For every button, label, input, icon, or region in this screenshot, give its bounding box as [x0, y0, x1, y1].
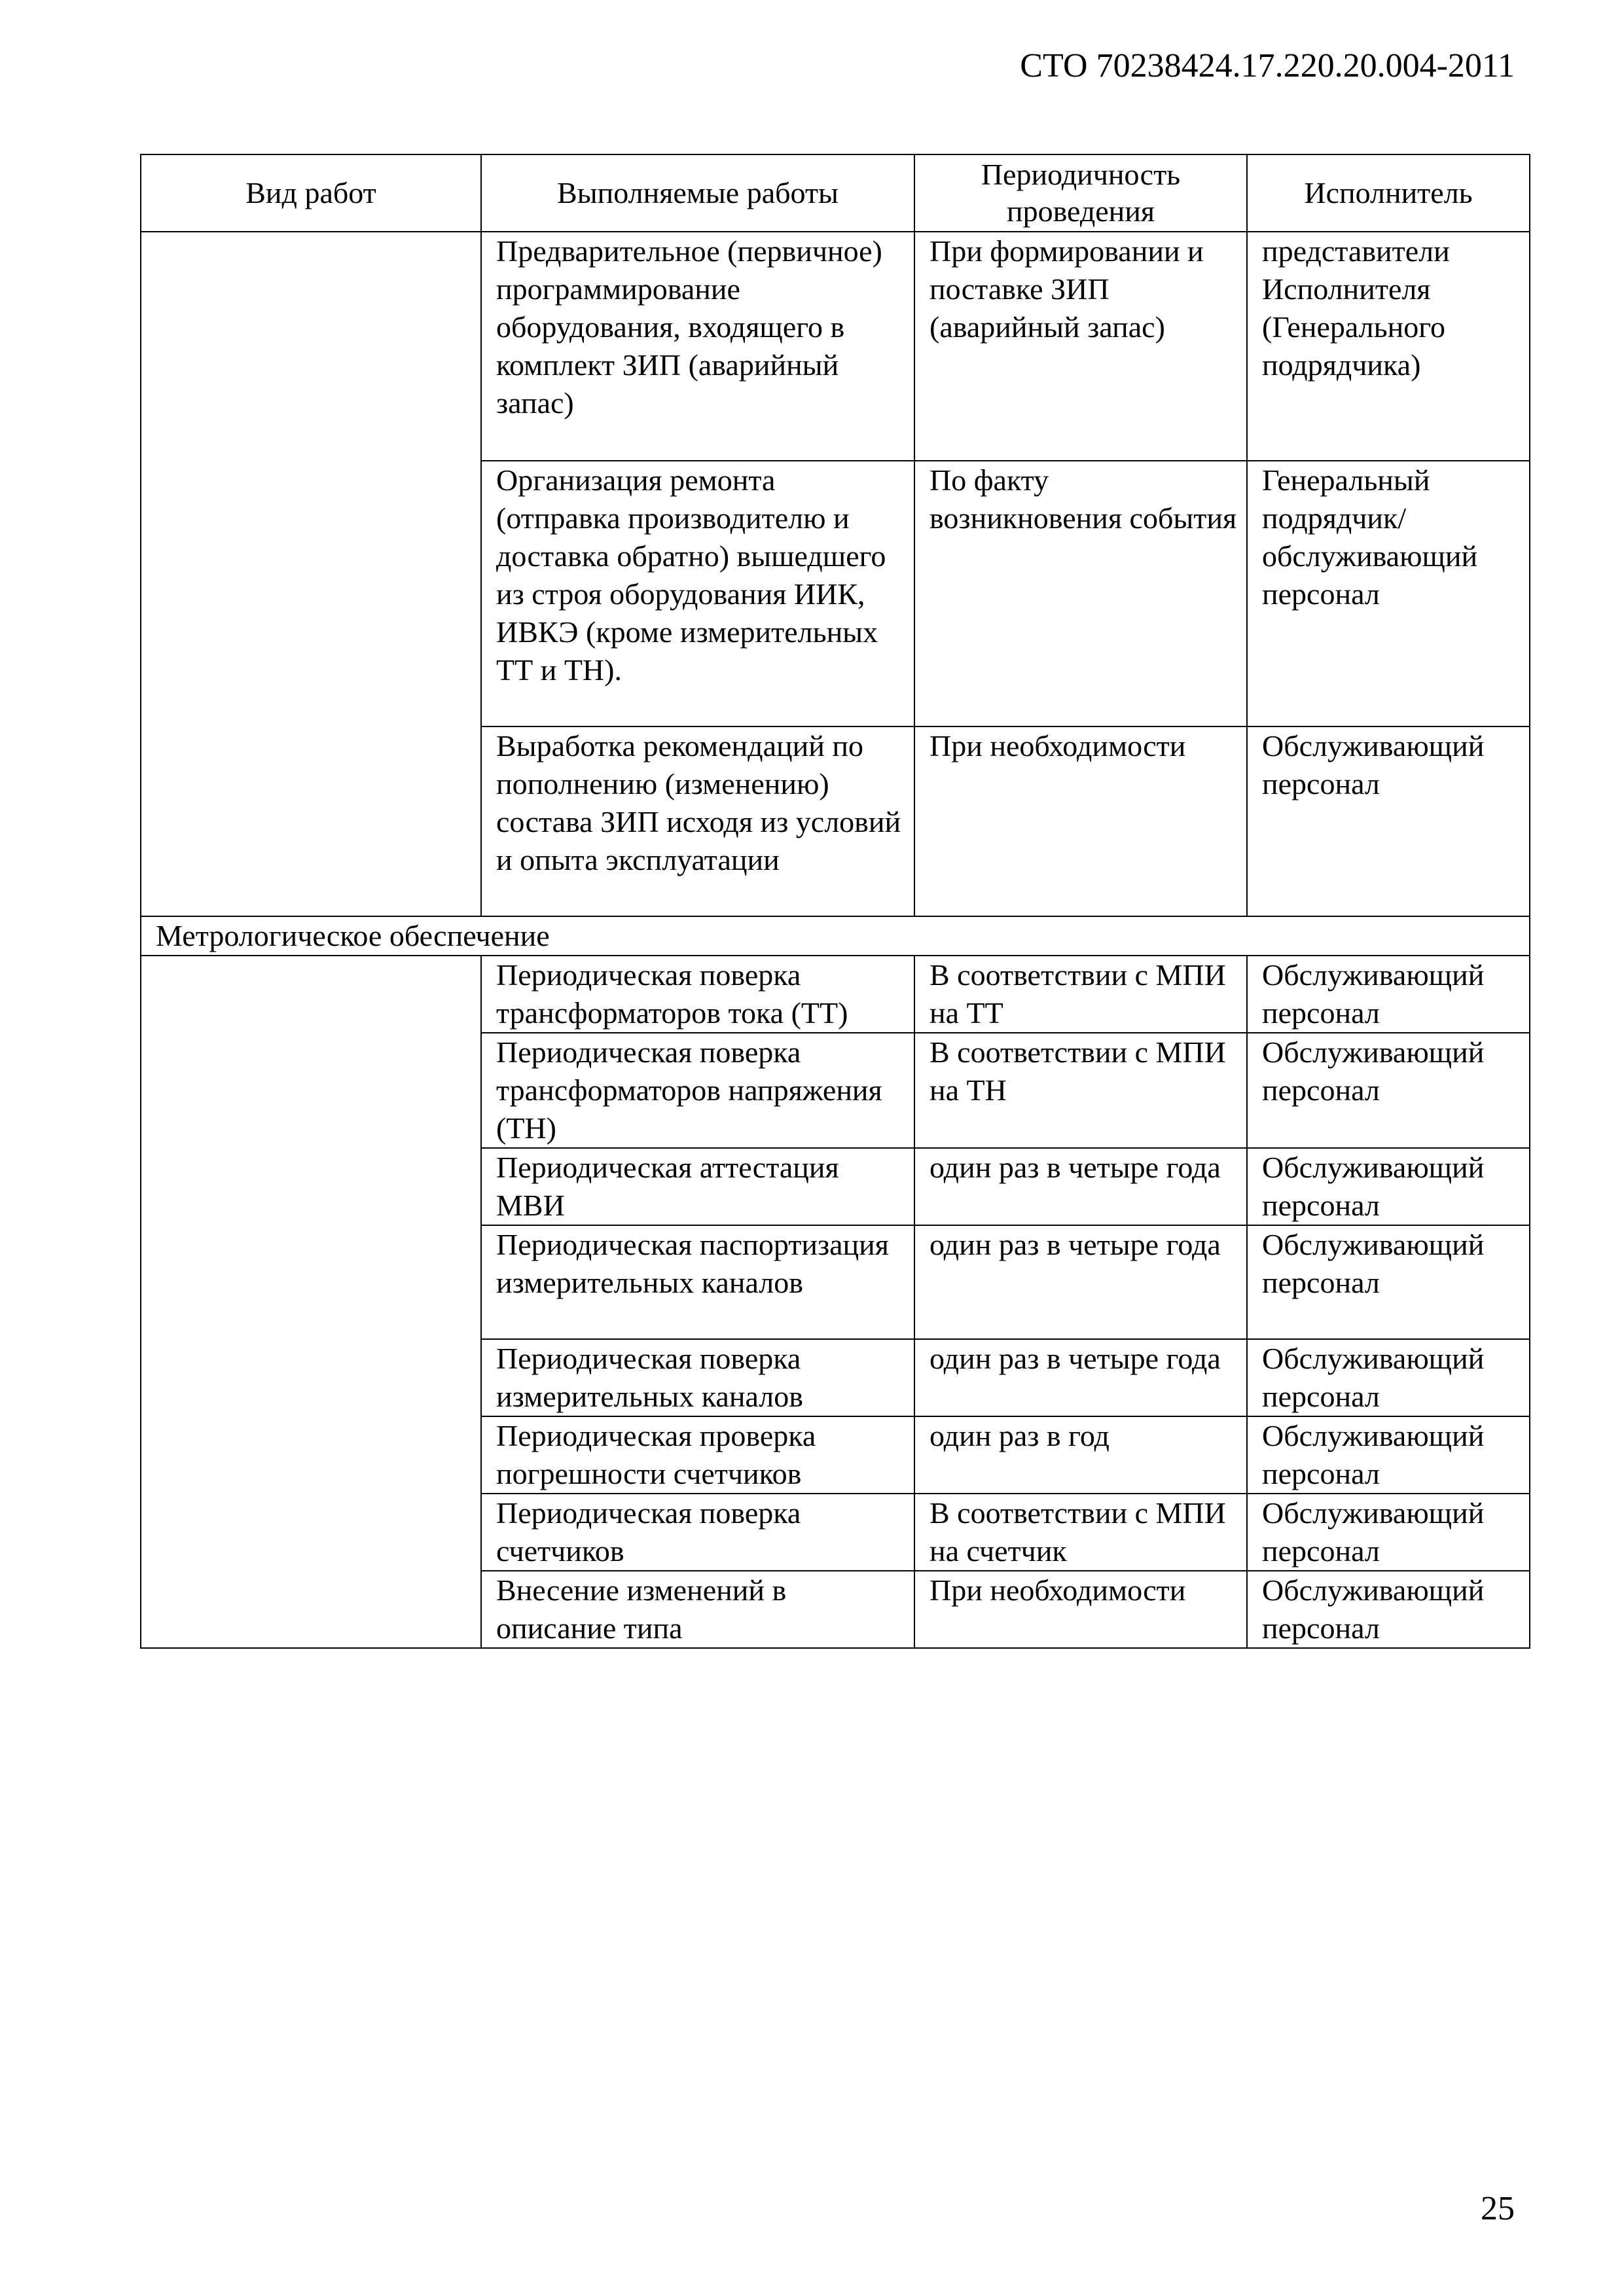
- executor-cell: представители Исполнителя (Генерального подрядчика): [1247, 232, 1530, 461]
- executor-cell: Обслуживающий персонал: [1247, 1225, 1530, 1339]
- work-cell: Периодическая аттестация МВИ: [481, 1148, 914, 1225]
- period-cell: один раз в год: [914, 1416, 1247, 1494]
- work-cell: Периодическая поверка счетчиков: [481, 1494, 914, 1571]
- work-cell: Периодическая поверка измерительных каналов: [481, 1339, 914, 1416]
- work-cell: Выработка рекомендаций по пополнению (изменению) состава ЗИП исходя из условий и опыта эксплуатации: [481, 726, 914, 916]
- executor-cell: Обслуживающий персонал: [1247, 1571, 1530, 1648]
- maintenance-table: [140, 154, 1530, 1649]
- executor-cell: Обслуживающий персонал: [1247, 1494, 1530, 1571]
- period-cell: один раз в четыре года: [914, 1148, 1247, 1225]
- executor-cell: Обслуживающий персонал: [1247, 956, 1530, 1033]
- work-type-cell: [141, 232, 481, 916]
- work-cell: Периодическая проверка погрешности счетчиков: [481, 1416, 914, 1494]
- period-cell: При формировании и поставке ЗИП (аварийный запас): [914, 232, 1247, 461]
- work-cell: Организация ремонта (отправка производителю и доставка обратно) вышедшего из строя оборудования ИИК, ИВКЭ (кроме измерительных ТТ и ТН).: [481, 461, 914, 726]
- header-performed-works: Выполняемые работы: [481, 154, 914, 232]
- executor-cell: Обслуживающий персонал: [1247, 1339, 1530, 1416]
- executor-cell: Обслуживающий персонал: [1247, 1033, 1530, 1148]
- work-cell: Периодическая поверка трансформаторов напряжения (ТН): [481, 1033, 914, 1148]
- page-number: 25: [1481, 2190, 1515, 2227]
- period-cell: один раз в четыре года: [914, 1339, 1247, 1416]
- work-cell: Внесение изменений в описание типа: [481, 1571, 914, 1648]
- executor-cell: Обслуживающий персонал: [1247, 726, 1530, 916]
- work-cell: Предварительное (первичное) программирование оборудования, входящего в комплект ЗИП (аварийный запас): [481, 232, 914, 461]
- period-cell: один раз в четыре года: [914, 1225, 1247, 1339]
- executor-cell: Обслуживающий персонал: [1247, 1148, 1530, 1225]
- table-row: [141, 232, 1530, 461]
- section-title: Метрологическое обеспечение: [141, 916, 1530, 956]
- table-row: [141, 956, 1530, 1033]
- period-cell: В соответствии с МПИ на ТТ: [914, 956, 1247, 1033]
- section-row: [141, 916, 1530, 956]
- executor-cell: Генеральный подрядчик/ обслуживающий персонал: [1247, 461, 1530, 726]
- period-cell: В соответствии с МПИ на счетчик: [914, 1494, 1247, 1571]
- work-cell: Периодическая паспортизация измерительных каналов: [481, 1225, 914, 1339]
- header-executor: Исполнитель: [1247, 154, 1530, 232]
- period-cell: По факту возникновения события: [914, 461, 1247, 726]
- period-cell: При необходимости: [914, 1571, 1247, 1648]
- table-header-row: [141, 154, 1530, 232]
- executor-cell: Обслуживающий персонал: [1247, 1416, 1530, 1494]
- header-work-type: Вид работ: [141, 154, 481, 232]
- document-code: СТО 70238424.17.220.20.004-2011: [1020, 47, 1515, 84]
- header-periodicity: Периодичность проведения: [914, 154, 1247, 232]
- period-cell: В соответствии с МПИ на ТН: [914, 1033, 1247, 1148]
- work-type-cell: [141, 956, 481, 1648]
- period-cell: При необходимости: [914, 726, 1247, 916]
- work-cell: Периодическая поверка трансформаторов тока (ТТ): [481, 956, 914, 1033]
